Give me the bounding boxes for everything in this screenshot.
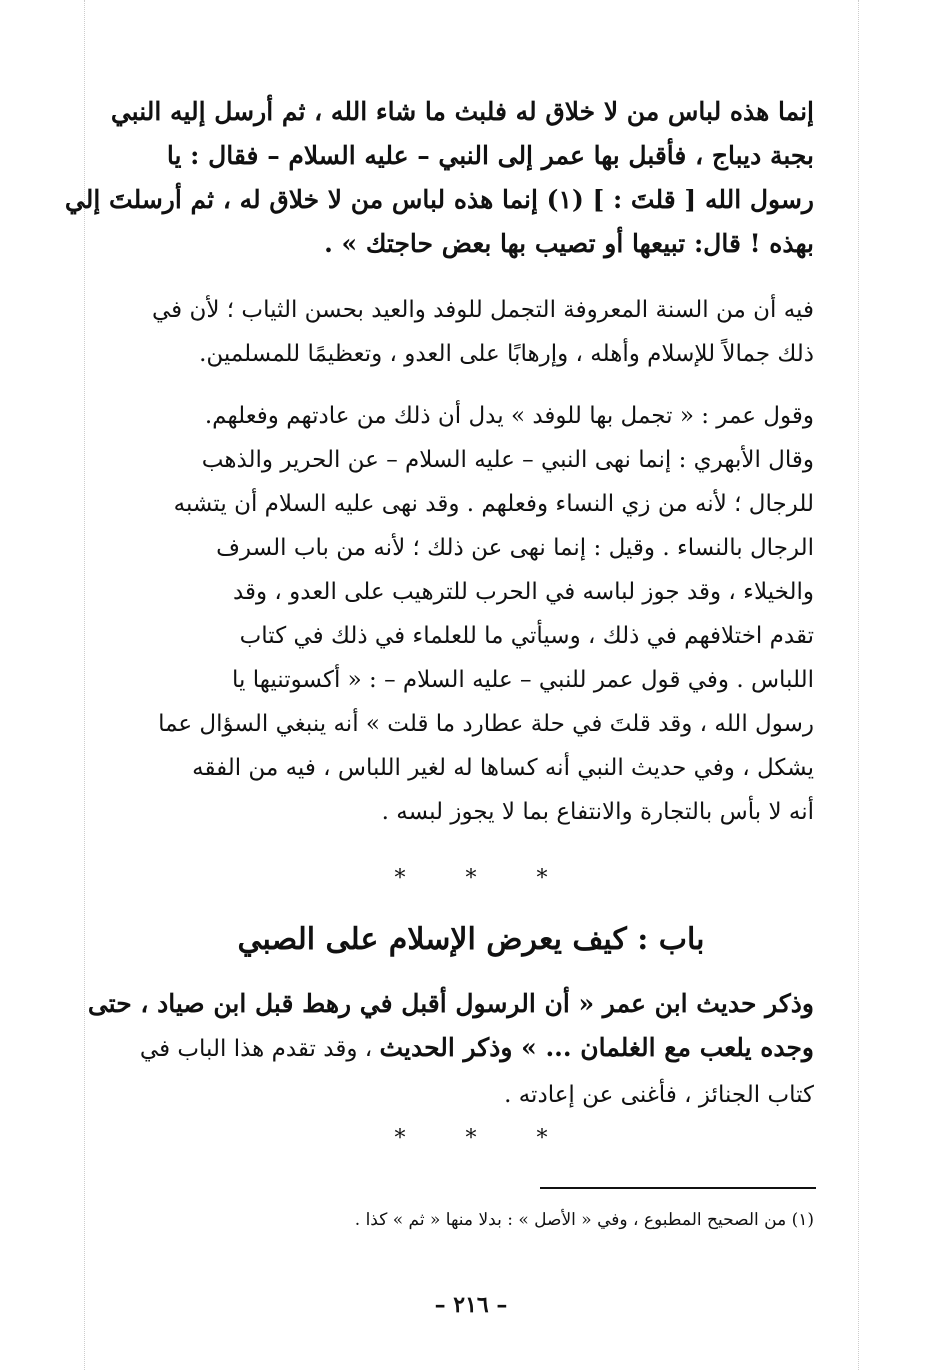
text-line-regular-part: ، وقد تقدم هذا الباب في — [139, 1036, 380, 1062]
asterisk-icon: * — [465, 1126, 477, 1151]
text-line-bold-part: وجده يلعب مع الغلمان ... » وذكر الحديث — [379, 1033, 814, 1062]
footnote: (١) من الصحيح المطبوع ، وفي « الأصل » : بدلا منها « ثم » كذا . — [354, 1210, 814, 1230]
chapter-heading: باب : كيف يعرض الإسلام على الصبي — [237, 922, 705, 957]
asterisk-icon: * — [465, 866, 477, 891]
commentary-paragraph-2 — [128, 394, 814, 834]
text-line: بجبة ديباج ، فأقبل بها عمر إلى النبي – عليه السلام – فقال : يا — [166, 141, 814, 170]
text-line: كتاب الجنائز ، فأغنى عن إعادته . — [504, 1082, 814, 1108]
text-line: وذكر حديث ابن عمر « أن الرسول أقبل في رهط قبل ابن صياد ، حتى — [87, 989, 814, 1018]
text-line: وقول عمر : « تجمل بها للوفد » يدل أن ذلك من عادتهم وفعلهم. — [204, 403, 814, 429]
section-separator — [0, 1126, 942, 1151]
text-line: والخيلاء ، وقد جوز لباسه في الحرب للترهيب على العدو ، وقد — [232, 579, 814, 605]
footnote-divider — [540, 1187, 816, 1189]
text-line: أنه لا بأس بالتجارة والانتفاع بما لا يجوز لبسه . — [381, 799, 814, 825]
text-line: إنما هذه لباس من لا خلاق له فلبث ما شاء الله ، ثم أرسل إليه النبي — [110, 97, 814, 126]
chapter-paragraph — [87, 982, 814, 1117]
section-separator — [0, 866, 942, 891]
commentary-paragraph-1 — [128, 288, 814, 376]
asterisk-icon: * — [536, 1126, 548, 1151]
page-number: – ٢١٦ – — [434, 1292, 508, 1318]
asterisk-icon: * — [536, 866, 548, 891]
asterisk-icon: * — [394, 866, 406, 891]
text-line: رسول الله ، وقد قلتَ في حلة عطارد ما قلت » أنه ينبغي السؤال عما — [158, 711, 814, 737]
text-line: بهذه ! قال: تبيعها أو تصيب بها بعض حاجتك » . — [324, 229, 814, 258]
text-line: ذلك جمالاً للإسلام وأهله ، وإرهابًا على العدو ، وتعظيمًا للمسلمين. — [199, 341, 814, 367]
text-line: وقال الأبهري : إنما نهى النبي – عليه السلام – عن الحرير والذهب — [201, 447, 814, 473]
text-line: رسول الله [ قلتَ : ] (١) إنما هذه لباس من لا خلاق له ، ثم أرسلتَ إلي — [64, 185, 814, 214]
text-line: فيه أن من السنة المعروفة التجمل للوفد والعيد بحسن الثياب ؛ لأن في — [152, 297, 814, 323]
text-line: للرجال ؛ لأنه من زي النساء وفعلهم . وقد نهى عليه السلام أن يتشبه — [173, 491, 814, 517]
text-line: يشكل ، وفي حديث النبي أنه كساها له لغير اللباس ، فيه من الفقه — [192, 755, 814, 781]
text-line: الرجال بالنساء . وقيل : إنما نهى عن ذلك ؛ لأنه من باب السرف — [216, 535, 814, 561]
text-line: اللباس . وفي قول عمر للنبي – عليه السلام – : « أكسوتنيها يا — [232, 667, 814, 693]
scan-guide-right — [858, 0, 859, 1370]
hadith-quote-block — [64, 90, 814, 266]
asterisk-icon: * — [394, 1126, 406, 1151]
text-line: تقدم اختلافهم في ذلك ، وسيأتي ما للعلماء في ذلك في كتاب — [239, 623, 814, 649]
